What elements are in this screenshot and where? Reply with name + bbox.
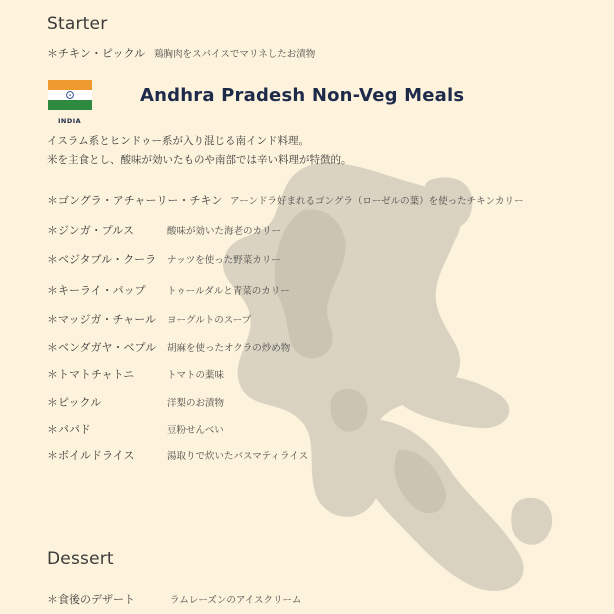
flag-caption: INDIA: [58, 117, 82, 125]
starter-heading: Starter: [47, 14, 108, 34]
meal-item-name: ＊トマトチャトニ: [47, 368, 135, 381]
meal-item-desc: 胡麻を使ったオクラの炒め物: [167, 343, 291, 354]
meal-item-desc: 豆粉せんべい: [167, 425, 224, 436]
meal-item-desc: アーンドラ好まれるゴングラ（ローゼルの葉）を使ったチキンカリー: [230, 196, 524, 207]
meal-item-desc: ナッツを使った野菜カリー: [167, 255, 281, 266]
meal-item-name: ＊パパド: [47, 423, 91, 436]
meal-title: Andhra Pradesh Non-Veg Meals: [140, 85, 465, 106]
meal-item-name: ＊ベンダガヤ・ベプル: [47, 341, 157, 354]
meal-item-name: ＊ピックル: [47, 396, 102, 409]
starter-item-desc: 鶏胸肉をスパイスでマリネしたお漬物: [154, 49, 316, 60]
starter-item-name: ＊チキン・ピックル: [47, 47, 146, 60]
meal-item-name: ＊ジンガ・プルス: [47, 224, 134, 237]
meal-item-name: ＊マッジガ・チャール: [47, 313, 157, 326]
meal-intro-line-2: 米を主食とし、酸味が効いたものや南部では辛い料理が特徴的。: [47, 154, 352, 166]
meal-item-name: ＊キーライ・パップ: [47, 284, 146, 297]
meal-item-desc: 酸味が効いた海老のカリー: [167, 226, 282, 237]
meal-item-desc: 洋梨のお漬物: [167, 398, 225, 409]
dessert-item-name: ＊食後のデザート: [47, 593, 135, 606]
dessert-heading: Dessert: [47, 549, 114, 569]
meal-item-name: ＊ゴングラ・アチャーリー・チキン: [47, 194, 223, 207]
meal-item-desc: ヨーグルトのスープ: [167, 315, 252, 326]
meal-item-name: ＊ボイルドライス: [47, 449, 135, 462]
meal-item-name: ＊ベジタブル・クーラ: [47, 253, 157, 266]
meal-item-desc: トゥールダルと青菜のカリー: [167, 286, 290, 297]
meal-item-desc: 湯取りで炊いたバスマティライス: [167, 451, 309, 462]
meal-intro-line-1: イスラム系とヒンドゥー系が入り混じる南インド料理。: [47, 135, 310, 147]
dessert-item-desc: ラムレーズンのアイスクリーム: [170, 595, 302, 606]
india-flag-icon: [48, 80, 92, 110]
meal-item-desc: トマトの薬味: [167, 370, 225, 381]
